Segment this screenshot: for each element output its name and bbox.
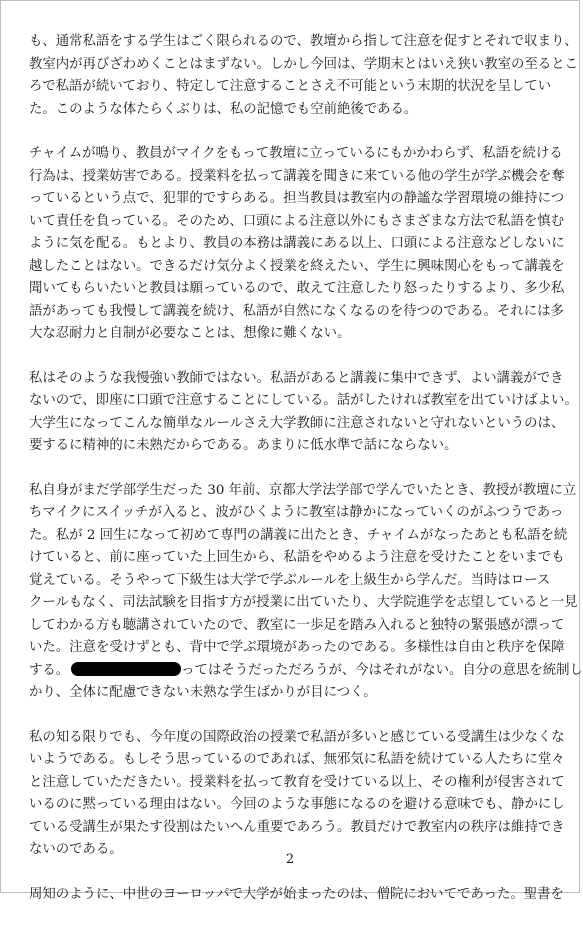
text-line: た。このような体たらくぶりは、私の記憶でも空前絶後である。	[29, 101, 418, 117]
text-line: いて責任を負っている。そのため、口頭による注意以外にもさまざまな方法で私語を慎む	[29, 213, 565, 229]
text-line: 大学生になってこんな簡単なルールさえ大学教師に注意されないと守れないというのは、	[29, 415, 565, 431]
text-line: も、通常私語をする学生はごく限られるので、教壇から指して注意を促すとそれで収まり、	[29, 34, 578, 49]
document-body	[29, 31, 583, 928]
text-line: 聞いてもらいたいと教員は願っているので、敢えて注意したり怒ったりするより、多少私	[29, 281, 565, 296]
text-line: 行為は、授業妨害である。授業料を払って講義を聞きに来ている他の学生が学ぶ機会を奪	[29, 168, 565, 184]
text-line: 教室内が再びざわめくことはまずない。しかし今回は、学期末とはいえ狭い教室の至るとこ	[29, 56, 579, 72]
text-line: けていると、前に座っていた上回生から、私語をやめるよう注意を受けたことをいまでも	[29, 550, 565, 565]
text-line: いようである。もしそう思っているのであれば、無邪気に私語を続けている人たちに堂々	[29, 752, 565, 767]
text-line: してわかる方も聴講されていたので、教室に一歩足を踏み入れると独特の緊張感が漂って	[29, 617, 565, 633]
text-line: 私の知る限りでも、今年度の国際政治の授業で私語が多いと感じている受講生は少なくな	[29, 729, 565, 745]
text-line: 越したことはない。できるだけ気分よく授業を終えたい、学生に興味関心をもって講義を	[29, 258, 565, 274]
text-line: 周知のように、中世のヨーロッパで大学が始まったのは、僧院においてであった。聖書を	[29, 886, 564, 902]
text-line: と注意していただきたい。授業料を払って教育を受けている以上、その権利が侵害されて	[29, 774, 565, 790]
text-line: かり、全体に配慮できない未熟な学生ばかりが目につく。	[29, 685, 377, 700]
text-fragment: する。	[29, 662, 70, 678]
paragraph-2	[29, 143, 565, 346]
text-line: ろで私語が続いており、特定して注意することさえ不可能という末期的状況を呈してい	[29, 79, 552, 94]
text-line: ている受講生が果たす役割はたいへん重要であろう。教員だけで教室内の秩序は維持でき	[29, 819, 565, 835]
page-number: 2	[285, 852, 295, 867]
redacted-line	[29, 660, 583, 683]
text-line: 覚えている。そうやって下級生は大学で学ぶルールを上級生から学んだ。当時はロース	[29, 572, 551, 588]
text-line: ないので、即座に口頭で注意することにしている。話がしたければ教室を出ていけばよい。	[29, 393, 578, 408]
text-line: ちマイクにスイッチが入ると、波がひくように教室は静かになっていくのがふつうであっ	[29, 505, 564, 520]
text-fragment: ってはそうだっただろうが、今はそれがない。自分の意思を統制し	[181, 662, 583, 678]
text-line: ように気を配る。もとより、教員の本務は講義にある以上、口頭による注意などしないに	[29, 236, 565, 251]
text-line: っているという点で、犯罪的ですらある。担当教員は教室内の静謐な学習環境の維持につ	[29, 191, 565, 206]
text-line: いた。注意を受けずとも、背中で学ぶ環境があったのである。多様性は自由と秩序を保障	[29, 640, 565, 655]
text-line: た。私が 2 回生になって初めて専門の講義に出たとき、チャイムがなったあとも私語を続	[29, 527, 568, 543]
paragraph-3	[29, 368, 578, 458]
text-line: クールもなく、司法試験を目指す方が授業に出ていたり、大学院進学を志望していると一見	[29, 595, 578, 610]
text-line: チャイムが鳴り、教員がマイクをもって教壇に立っているにもかかわらず、私語を続ける	[29, 146, 563, 161]
text-line: いるのに黙っている理由はない。今回のような事態になるのを避ける意味でも、静かにし	[29, 797, 565, 812]
paragraph-1	[29, 31, 579, 121]
paragraph-6	[29, 884, 564, 907]
text-line: 語があっても我慢して講義を続け、私語が自然になくなるのを待つのである。それには多	[29, 303, 564, 319]
text-line: 私自身がまだ学部学生だった 30 年前、京都大学法学部で学んでいたとき、教授が教壇に立	[29, 482, 577, 498]
text-line: 私はそのような我慢強い教師ではない。私語があると講義に集中できず、よい講義ができ	[29, 370, 564, 386]
text-line: ないのである。	[29, 842, 123, 857]
text-line: 大な忍耐力と自制が必要なことは、想像に難くない。	[29, 326, 351, 341]
redaction-mark	[71, 662, 181, 676]
paragraph-5	[29, 727, 565, 862]
text-line: 要するに精神的に未熟だからである。あまりに低水準で話にならない。	[29, 438, 458, 453]
paragraph-4	[29, 480, 583, 705]
